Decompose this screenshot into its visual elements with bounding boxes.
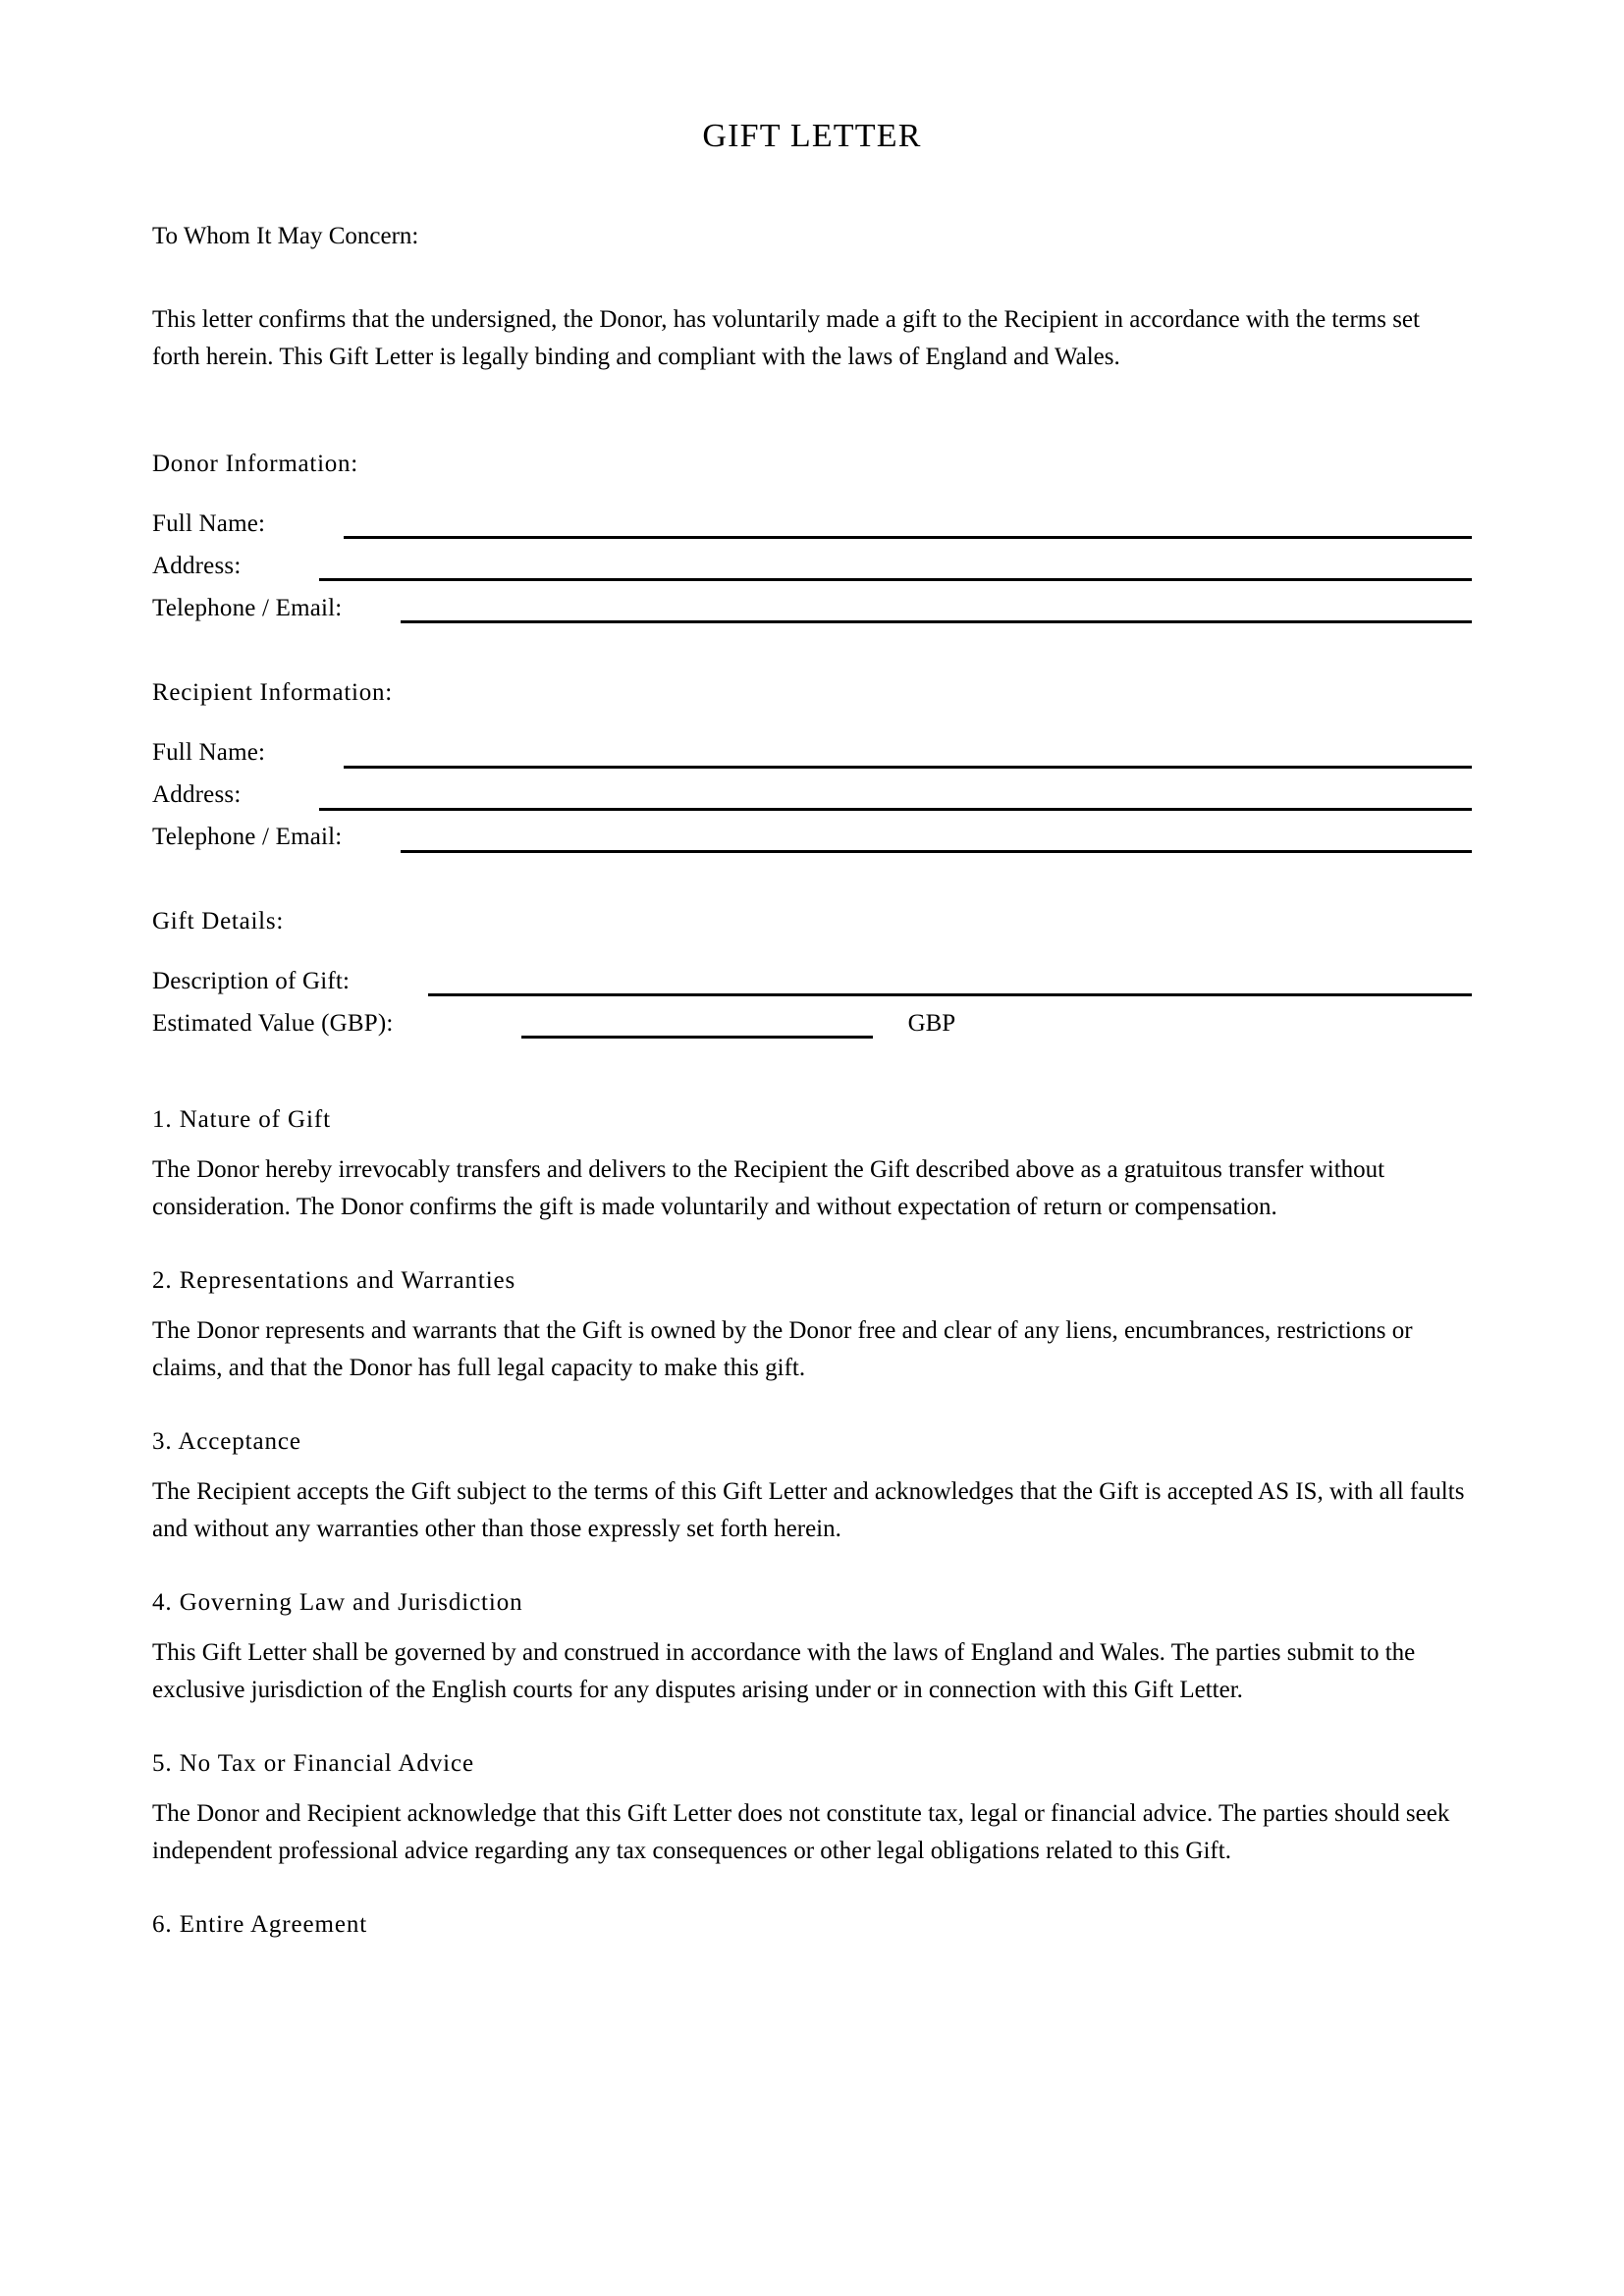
clause-heading: 2. Representations and Warranties [152,1267,516,1295]
clause-representations-and-warranties [152,1226,1472,1387]
clause-acceptance [152,1387,1472,1548]
clause-heading: 4. Governing Law and Jurisdiction [152,1589,523,1617]
clause-governing-law-and-jurisdiction [152,1548,1472,1709]
donor-telephone-input[interactable] [401,620,1472,623]
currency-suffix-label: GBP [907,1009,956,1037]
donor-telephone-row [152,584,1472,626]
clause-heading: 6. Entire Agreement [152,1911,368,1939]
gift-description-label: Description of Gift: [152,967,351,994]
clause-no-tax-or-financial-advice [152,1709,1472,1870]
donor-information-section [152,376,1472,627]
clause-heading: 3. Acceptance [152,1428,301,1456]
clause-body: The Donor hereby irrevocably transfers and delivers to the Recipient the Gift described above as a gratuitous transfer without consideration. The Donor confirms the gift is made voluntarily and without expectation of return or compensation. [152,1155,1385,1220]
donor-full-name-label: Full Name: [152,509,266,537]
donor-address-row [152,542,1472,584]
clause-body: The Donor and Recipient acknowledge that this Gift Letter does not constitute tax, legal or financial advice. The parties should seek independent professional advice regarding any tax consequences or other legal obligations related to this Gift. [152,1799,1450,1864]
clause-entire-agreement [152,1870,1472,1942]
donor-full-name-row [152,500,1472,542]
donor-full-name-input[interactable] [344,536,1472,539]
clause-body: The Donor represents and warrants that the Gift is owned by the Donor free and clear of any liens, encumbrances, restrictions or claims, and that the Donor has full legal capacity to make this gift. [152,1316,1413,1381]
clause-body: The Recipient accepts the Gift subject to the terms of this Gift Letter and acknowledges that the Gift is accepted AS IS, with all faults and without any warranties other than those expressly set forth herein. [152,1477,1465,1542]
intro-paragraph: This letter confirms that the undersigned, the Donor, has voluntarily made a gift to the Recipient in accordance with the terms set forth herein. This Gift Letter is legally binding and compliant with the laws of England and Wales. [152,305,1420,370]
recipient-full-name-row [152,729,1472,772]
salutation-text: To Whom It May Concern: [152,222,419,249]
gift-details-section [152,856,1472,1042]
clause-heading: 5. No Tax or Financial Advice [152,1750,474,1778]
gift-estimated-value-input[interactable] [521,1036,873,1039]
donor-address-label: Address: [152,552,242,579]
recipient-address-input[interactable] [319,808,1472,811]
clause-heading: 1. Nature of Gift [152,1106,331,1134]
recipient-full-name-label: Full Name: [152,739,266,767]
page-title: GIFT LETTER [702,118,922,154]
recipient-address-row [152,772,1472,814]
recipient-information-section [152,626,1472,856]
gift-details-heading: Gift Details: [152,907,285,934]
recipient-information-heading: Recipient Information: [152,679,393,707]
recipient-telephone-row [152,814,1472,856]
gift-estimated-value-label: Estimated Value (GBP): [152,1009,394,1037]
donor-information-heading: Donor Information: [152,450,358,477]
donor-telephone-label: Telephone / Email: [152,594,343,621]
recipient-address-label: Address: [152,781,242,809]
gift-description-row [152,957,1472,999]
donor-address-input[interactable] [319,578,1472,581]
recipient-telephone-input[interactable] [401,850,1472,853]
gift-estimated-value-row [152,999,1472,1041]
clause-body: This Gift Letter shall be governed by and construed in accordance with the laws of England and Wales. The parties submit to the exclusive jurisdiction of the English courts for any disputes arising under or in connection with this Gift Letter. [152,1638,1416,1703]
recipient-full-name-input[interactable] [344,766,1472,769]
clause-nature-of-gift [152,1041,1472,1226]
gift-description-input[interactable] [428,993,1472,996]
recipient-telephone-label: Telephone / Email: [152,824,343,851]
